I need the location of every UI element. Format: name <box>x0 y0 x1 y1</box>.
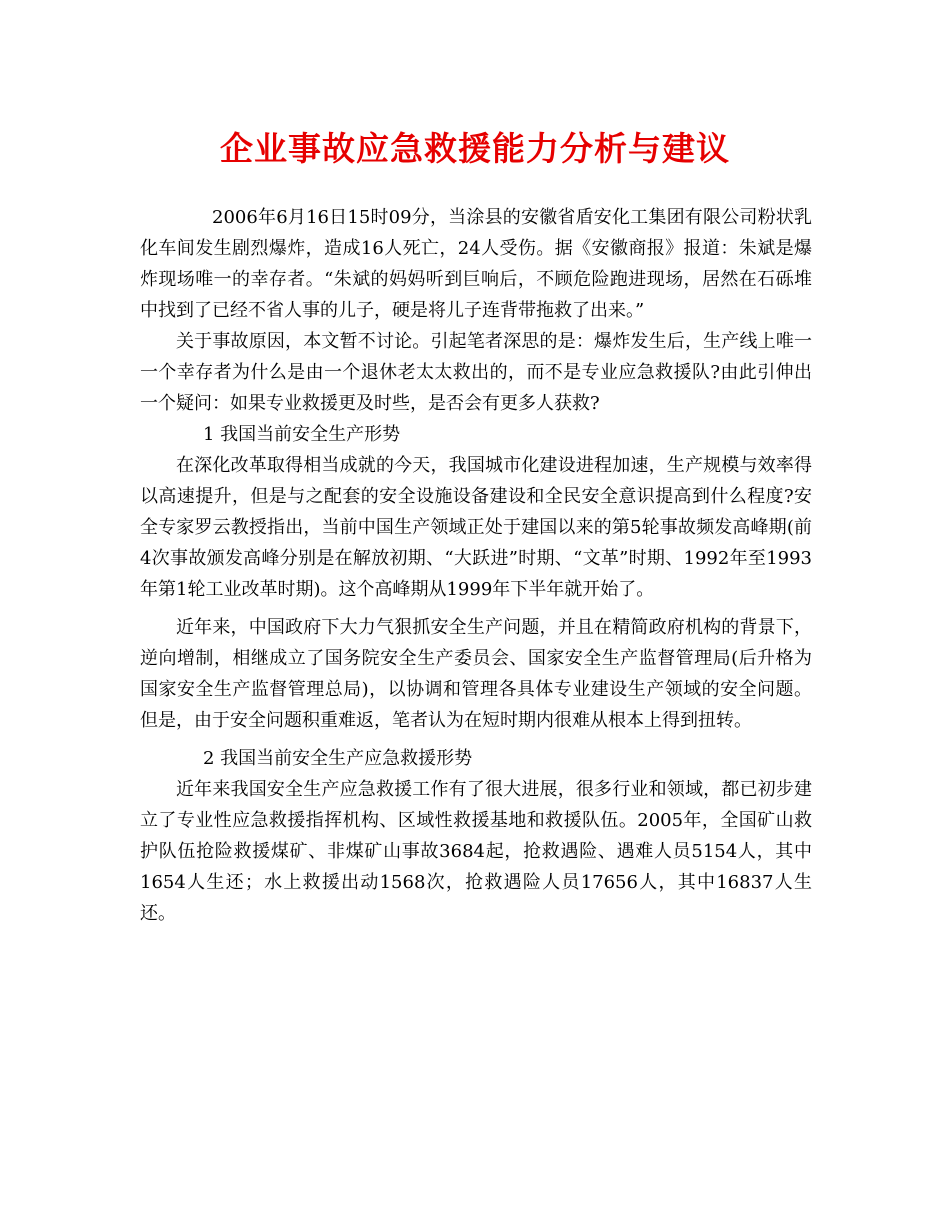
paragraph-intro: 2006年6月16日15时09分，当涂县的安徽省盾安化工集团有限公司粉状乳化车间发生剧烈爆炸，造成16人死亡，24人受伤。据《安徽商报》报道：朱斌是爆炸现场唯一的幸存者。“朱斌的妈妈听到巨响后，不顾危险跑进现场，居然在石砾堆中找到了已经不省人事的儿子，硬是将儿子连背带拖救了出来。” <box>140 207 812 321</box>
paragraph-rescue-progress: 近年来我国安全生产应急救援工作有了很大进展，很多行业和领域，都已初步建立了专业性应急救援指挥机构、区域性救援基地和救援队伍。2005年，全国矿山救护队伍抢险救援煤矿、非煤矿山事故3684起，抢救遇险、遇难人员5154人，其中1654人生还；水上救援出动1568次，抢救遇险人员17656人，其中16837人生还。 <box>140 779 812 924</box>
paragraph-safety-situation: 在深化改革取得相当成就的今天，我国城市化建设进程加速，生产规模与效率得以高速提升，但是与之配套的安全设施设备建设和全民安全意识提高到什么程度?安全专家罗云教授指出，当前中国生产领域正处于建国以来的第5轮事故频发高峰期(前4次事故颁发高峰分别是在解放初期、“大跃进”时期、“文革”时期、1992年至1993年第1轮工业改革时期)。这个高峰期从1999年下半年就开始了。 <box>140 455 812 600</box>
document-title: 企业事故应急救援能力分析与建议 <box>220 129 730 168</box>
section-heading-1: 1 我国当前安全生产形势 <box>203 424 401 445</box>
paragraph-reflection: 关于事故原因，本文暂不讨论。引起笔者深思的是：爆炸发生后，生产线上唯一一个幸存者为什么是由一个退休老太太救出的，而不是专业应急救援队?由此引伸出一个疑问：如果专业救援更及时些，是否会有更多人获救? <box>140 331 812 414</box>
section-heading-2: 2 我国当前安全生产应急救援形势 <box>203 748 473 769</box>
document-body <box>140 202 812 929</box>
paragraph-government-measures: 近年来，中国政府下大力气狠抓安全生产问题，并且在精简政府机构的背景下，逆向增制，相继成立了国务院安全生产委员会、国家安全生产监督管理局(后升格为国家安全生产监督管理总局)，以协调和管理各具体专业建设生产领域的安全问题。但是，由于安全问题积重难返，笔者认为在短时期内很难从根本上得到扭转。 <box>140 617 812 731</box>
